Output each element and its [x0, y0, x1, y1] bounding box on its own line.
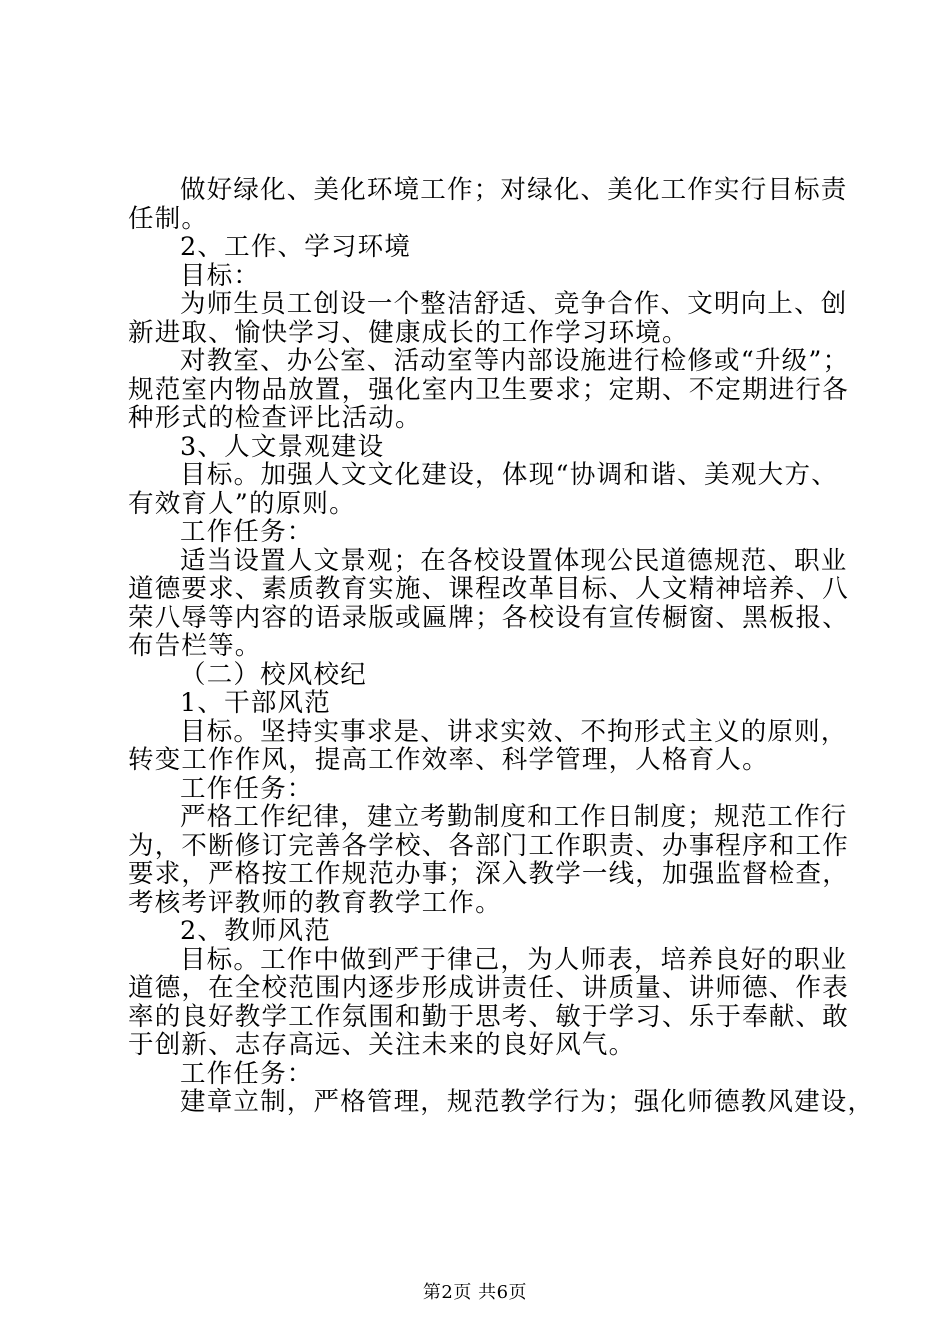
- paragraph-line: 要求，严格按工作规范办事；深入教学一线，加强监督检查，: [128, 859, 849, 889]
- paragraph-line: 转变工作作风，提高工作效率、科学管理，人格育人。: [128, 745, 769, 775]
- paragraph-line: 荣八辱等内容的语录版或匾牌；各校设有宣传橱窗、黑板报、: [128, 602, 849, 633]
- section-heading: 1、干部风范: [180, 688, 331, 718]
- paragraph-line: 对教室、办公室、活动室等内部设施进行检修或“升级”；: [180, 346, 850, 376]
- paragraph-line: 率的良好教学工作氛围和勤于思考、敏于学习、乐于奉献、敢: [128, 1001, 849, 1032]
- paragraph-line: 种形式的检查评比活动。: [128, 403, 422, 433]
- paragraph-line: 有效育人”的原则。: [128, 488, 356, 519]
- section-heading: 2、教师风范: [180, 916, 331, 946]
- section-heading: 2、工作、学习环境: [180, 232, 412, 262]
- paragraph-line: 新进取、愉快学习、健康成长的工作学习环境。: [128, 317, 689, 348]
- paragraph-line: 目标：: [180, 260, 261, 291]
- paragraph-line: 工作任务：: [180, 517, 314, 547]
- page-number-footer: 第2页 共6页: [422, 1282, 528, 1303]
- paragraph-line: 为师生员工创设一个整洁舒适、竞争合作、文明向上、创: [180, 289, 848, 319]
- paragraph-line: 工作任务：: [180, 773, 314, 804]
- paragraph-line: 适当设置人文景观；在各校设置体现公民道德规范、职业: [180, 545, 848, 576]
- paragraph-line: 目标。工作中做到严于律己，为人师表，培养良好的职业: [180, 944, 848, 975]
- paragraph-line: 考核考评教师的教育教学工作。: [128, 887, 502, 918]
- paragraph-line: 布告栏等。: [128, 631, 262, 661]
- paragraph-line: 建章立制，严格管理，规范教学行为；强化师德教风建设，: [180, 1087, 875, 1117]
- document-body: [128, 175, 875, 1117]
- paragraph-line: 工作任务：: [180, 1058, 314, 1089]
- section-heading: 3、人文景观建设: [180, 431, 385, 462]
- paragraph-line: 道德要求、素质教育实施、课程改革目标、人文精神培养、八: [128, 574, 849, 604]
- paragraph-line: 目标。加强人文文化建设，体现“协调和谐、美观大方、: [180, 460, 838, 490]
- section-heading: （二）校风校纪: [180, 659, 367, 690]
- paragraph-line: 任制。: [128, 203, 209, 234]
- paragraph-line: 严格工作纪律，建立考勤制度和工作日制度；规范工作行: [180, 802, 848, 832]
- paragraph-line: 为，不断修订完善各学校、各部门工作职责、办事程序和工作: [128, 830, 849, 861]
- paragraph-line: 规范室内物品放置，强化室内卫生要求；定期、不定期进行各: [128, 374, 849, 405]
- paragraph-line: 做好绿化、美化环境工作；对绿化、美化工作实行目标责: [180, 175, 848, 205]
- paragraph-line: 道德，在全校范围内逐步形成讲责任、讲质量、讲师德、作表: [128, 973, 849, 1003]
- paragraph-line: 目标。坚持实事求是、讲求实效、不拘形式主义的原则，: [180, 716, 848, 747]
- paragraph-line: 于创新、志存高远、关注未来的良好风气。: [128, 1030, 636, 1060]
